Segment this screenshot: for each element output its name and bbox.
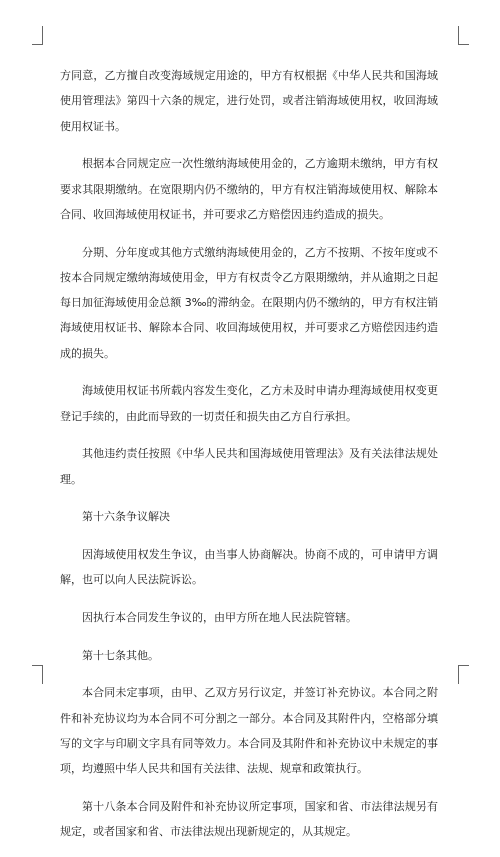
paragraph-lump-sum-fee: 根据本合同规定应一次性缴纳海域使用金的，乙方逾期未缴纳，甲方有权要求其限期缴纳。在宽限期内仍不缴纳的，甲方有权注销海域使用权、解除本合同、收回海域使用权证书，并可要求乙方赔偿因违约造成的损失。 xyxy=(60,157,438,221)
crop-mark-top-left xyxy=(32,26,43,45)
paragraph-continuation: 方同意，乙方擅自改变海域规定用途的，甲方有权根据《中华人民共和国海域使用管理法》第四十六条的规定，进行处罚，或者注销海域使用权，收回海域使用权证书。 xyxy=(60,69,438,133)
paragraph-dispute-negotiation: 因海域使用权发生争议，由当事人协商解决。协商不成的，可申请甲方调解，也可以向人民法院诉讼。 xyxy=(60,548,438,587)
crop-mark-top-right xyxy=(458,26,469,45)
paragraph-other-liability: 其他违约责任按照《中华人民共和国海域使用管理法》及有关法律法规处理。 xyxy=(60,447,438,486)
paragraph-installment-fee: 分期、分年度或其他方式缴纳海域使用金的，乙方不按期、不按年度或不按本合同规定缴纳海域使用金，甲方有权责令乙方限期缴纳，并从逾期之日起每日加征海域使用金总额 3‰的滞纳金。在限期内仍不缴纳的，甲方有权注销海域使用权证书、解除本合同、收回海域使用权，并可要求乙方赔偿因违约造成的损失。 xyxy=(60,245,438,360)
article-17-heading: 第十七条其他。 xyxy=(82,648,159,662)
paragraph-jurisdiction: 因执行本合同发生争议的，由甲方所在地人民法院管辖。 xyxy=(82,611,357,625)
article-18-paragraph: 第十八条本合同及附件和补充协议所定事项，国家和省、市法律法规另有规定，或者国家和省、市法律法规出现新规定的，从其规定。 xyxy=(60,800,438,839)
paragraph-certificate-change: 海域使用权证书所载内容发生变化，乙方未及时申请办理海域使用权变更登记手续的，由此而导致的一切责任和损失由乙方自行承担。 xyxy=(60,384,438,423)
article-16-heading: 第十六条争议解决 xyxy=(82,510,170,524)
document-body xyxy=(60,63,438,857)
paragraph-supplementary: 本合同未定事项，由甲、乙双方另行议定，并签订补充协议。本合同之附件和补充协议均为本合同不可分割之一部分。本合同及其附件内，空格部分填写的文字与印刷文字具有同等效力。本合同及其附件和补充协议中未规定的事项，均遵照中华人民共和国有关法律、法规、规章和政策执行。 xyxy=(60,686,438,776)
crop-mark-bottom-left xyxy=(32,665,43,684)
crop-mark-bottom-right xyxy=(458,665,469,684)
